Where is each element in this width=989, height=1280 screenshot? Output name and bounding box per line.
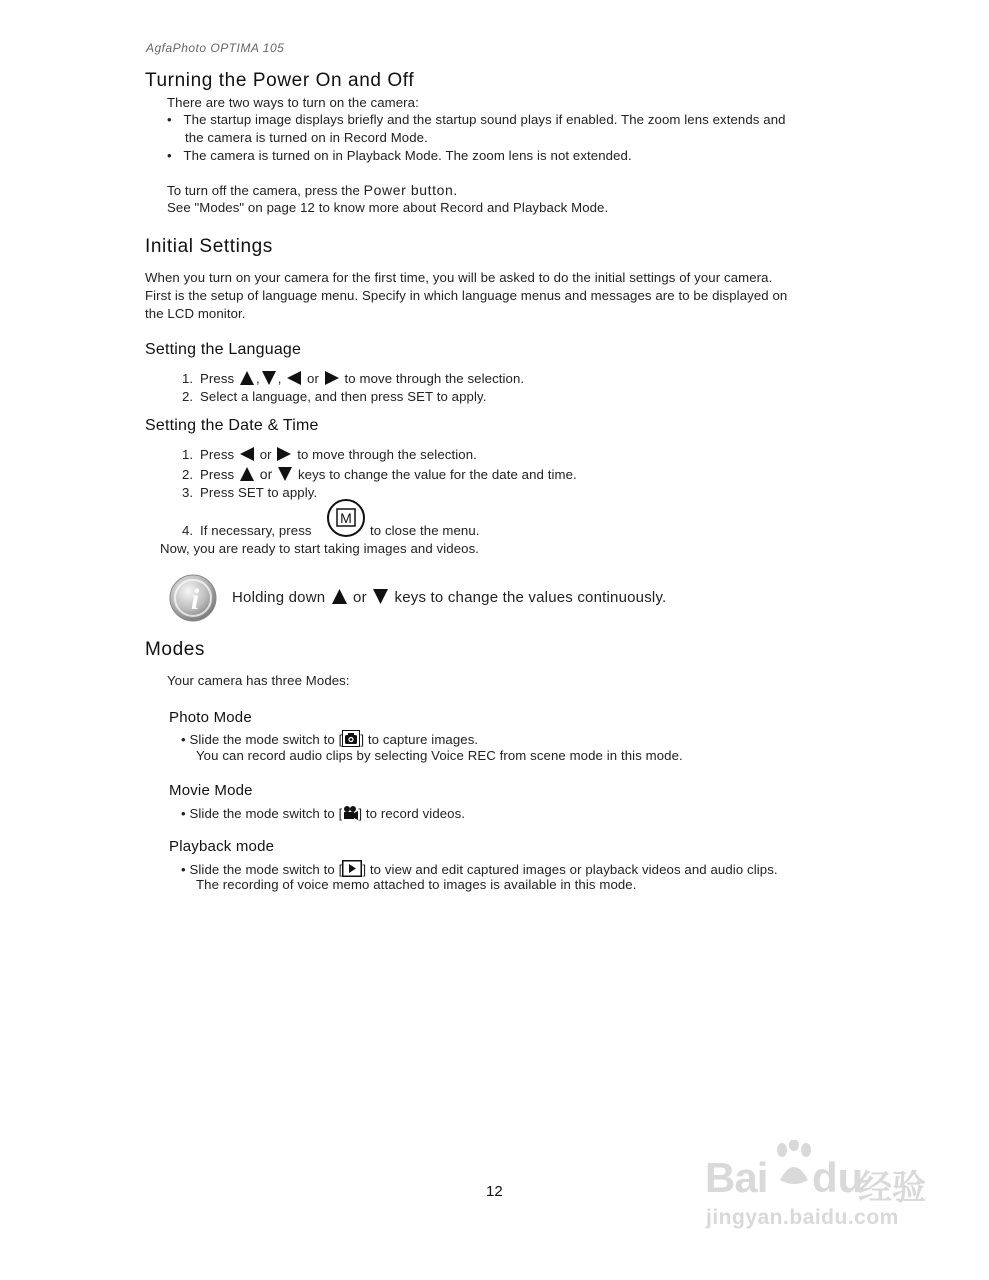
right-arrow-icon: [325, 371, 339, 385]
watermark-brand-2: du: [812, 1154, 864, 1201]
watermark-url: jingyan.baidu.com: [706, 1206, 899, 1229]
info-icon-letter: i: [190, 583, 200, 616]
lang-step-1: 1. Press , , or to move through the selection.: [182, 371, 525, 386]
menu-key-letter: M: [340, 510, 352, 526]
watermark-cn: 经验: [858, 1169, 926, 1207]
playback-mode-title: Playback mode: [169, 838, 275, 855]
step-number: 1.: [182, 371, 194, 386]
down-arrow-icon: [278, 467, 292, 481]
photo-mode-extra: You can record audio clips by selecting Voice REC from scene mode in this mode.: [196, 748, 683, 763]
photo-mode-b: ] to capture images.: [360, 732, 479, 747]
note-or: or: [353, 589, 367, 606]
movie-mode-line: [181, 804, 465, 821]
section-title-initial: Initial Settings: [145, 236, 273, 257]
up-arrow-icon: [332, 589, 347, 604]
lang-step-2: [182, 389, 486, 404]
paw-icon: [774, 1140, 814, 1186]
up-arrow-icon: [240, 371, 254, 385]
subsection-title-language: Setting the Language: [145, 341, 302, 358]
section-title-power: Turning the Power On and Off: [145, 70, 415, 91]
left-arrow-icon: [287, 371, 301, 385]
bullet-dot: •: [181, 732, 186, 747]
note-text-a: Holding down: [232, 589, 326, 606]
power-see-modes: See "Modes" on page 12 to know more about Record and Playback Mode.: [167, 200, 609, 215]
subsection-title-date: Setting the Date & Time: [145, 417, 319, 434]
lang-step-1-press: Press: [200, 371, 235, 386]
date-step-3-text: Press SET to apply.: [200, 485, 318, 500]
down-arrow-icon: [373, 589, 388, 604]
playback-mode-a: Slide the mode switch to [: [189, 862, 343, 877]
step-number: 2.: [182, 467, 194, 482]
down-arrow-icon: [262, 371, 276, 385]
date-ready: Now, you are ready to start taking images and videos.: [160, 541, 480, 556]
date-step-1: [182, 447, 477, 462]
playback-mode-line: [181, 860, 778, 877]
page-number: 12: [486, 1183, 503, 1200]
power-bullet-2-text: The camera is turned on in Playback Mode. The zoom lens is not extended.: [183, 148, 632, 163]
date-step-2-tail: keys to change the value for the date and time.: [297, 467, 577, 482]
note-text-b: keys to change the values continuously.: [394, 589, 667, 606]
left-arrow-icon: [240, 447, 254, 461]
power-bullet-2: [167, 148, 632, 163]
date-step-4: [182, 523, 312, 538]
date-or: or: [259, 447, 272, 462]
date-step-4-b: to close the menu.: [370, 523, 480, 538]
initial-para-2: First is the setup of language menu. Specify in which language menus and messages are to be displayed on: [145, 288, 788, 303]
step-number: 1.: [182, 447, 194, 462]
date-step-4-a: If necessary, press: [200, 523, 312, 538]
photo-mode-a: Slide the mode switch to [: [189, 732, 343, 747]
bullet-dot: •: [181, 862, 186, 877]
power-intro: There are two ways to turn on the camera:: [167, 95, 419, 110]
step-number: 3.: [182, 485, 194, 500]
movie-camera-icon: [342, 804, 358, 821]
section-title-modes: Modes: [145, 639, 206, 660]
right-arrow-icon: [277, 447, 291, 461]
running-header: AgfaPhoto OPTIMA 105: [146, 41, 285, 55]
power-bullet-1-cont: the camera is turned on in Record Mode.: [185, 130, 428, 145]
power-off-line: [167, 182, 458, 198]
power-bullet-1-text: The startup image displays briefly and the startup sound plays if enabled. The zoom lens extends and: [183, 112, 786, 127]
initial-para-1: When you turn on your camera for the first time, you will be asked to do the initial settings of your camera.: [145, 270, 773, 285]
date-or-2: or: [259, 466, 273, 482]
watermark-brand: Bai: [705, 1154, 768, 1201]
bullet-dot: •: [167, 112, 172, 127]
camera-icon: [342, 730, 360, 747]
movie-mode-title: Movie Mode: [169, 782, 253, 799]
date-step-2: [182, 466, 577, 482]
play-icon: [342, 860, 362, 877]
power-bullet-1: [167, 112, 786, 127]
step-number: 4.: [182, 523, 194, 538]
menu-button-icon: [326, 498, 366, 538]
date-step-2-press: Press: [200, 467, 235, 482]
bullet-dot: •: [167, 148, 172, 163]
movie-mode-b: ] to record videos.: [358, 806, 466, 821]
photo-mode-title: Photo Mode: [169, 709, 252, 726]
up-arrow-icon: [240, 467, 254, 481]
playback-mode-extra: The recording of voice memo attached to images is available in this mode.: [196, 877, 637, 892]
note-line: [232, 589, 666, 606]
playback-mode-b: ] to view and edit captured images or playback videos and audio clips.: [362, 862, 778, 877]
date-step-3: [182, 485, 317, 500]
movie-mode-a: Slide the mode switch to [: [189, 806, 343, 821]
lang-or: or: [307, 371, 319, 386]
power-off-text: To turn off the camera, press the: [167, 183, 364, 198]
power-button-label: Power button.: [363, 182, 458, 198]
date-step-1-press: Press: [200, 447, 235, 462]
initial-para-3: the LCD monitor.: [145, 306, 246, 321]
info-icon: [168, 573, 218, 623]
lang-step-2-text: Select a language, and then press SET to apply.: [200, 389, 487, 404]
step-number: 2.: [182, 389, 194, 404]
bullet-dot: •: [181, 806, 186, 821]
date-step-1-tail: to move through the selection.: [297, 447, 477, 462]
modes-intro: Your camera has three Modes:: [167, 673, 350, 688]
photo-mode-line: [181, 730, 478, 747]
watermark: [700, 1140, 940, 1229]
lang-step-1-tail: to move through the selection.: [344, 371, 525, 386]
